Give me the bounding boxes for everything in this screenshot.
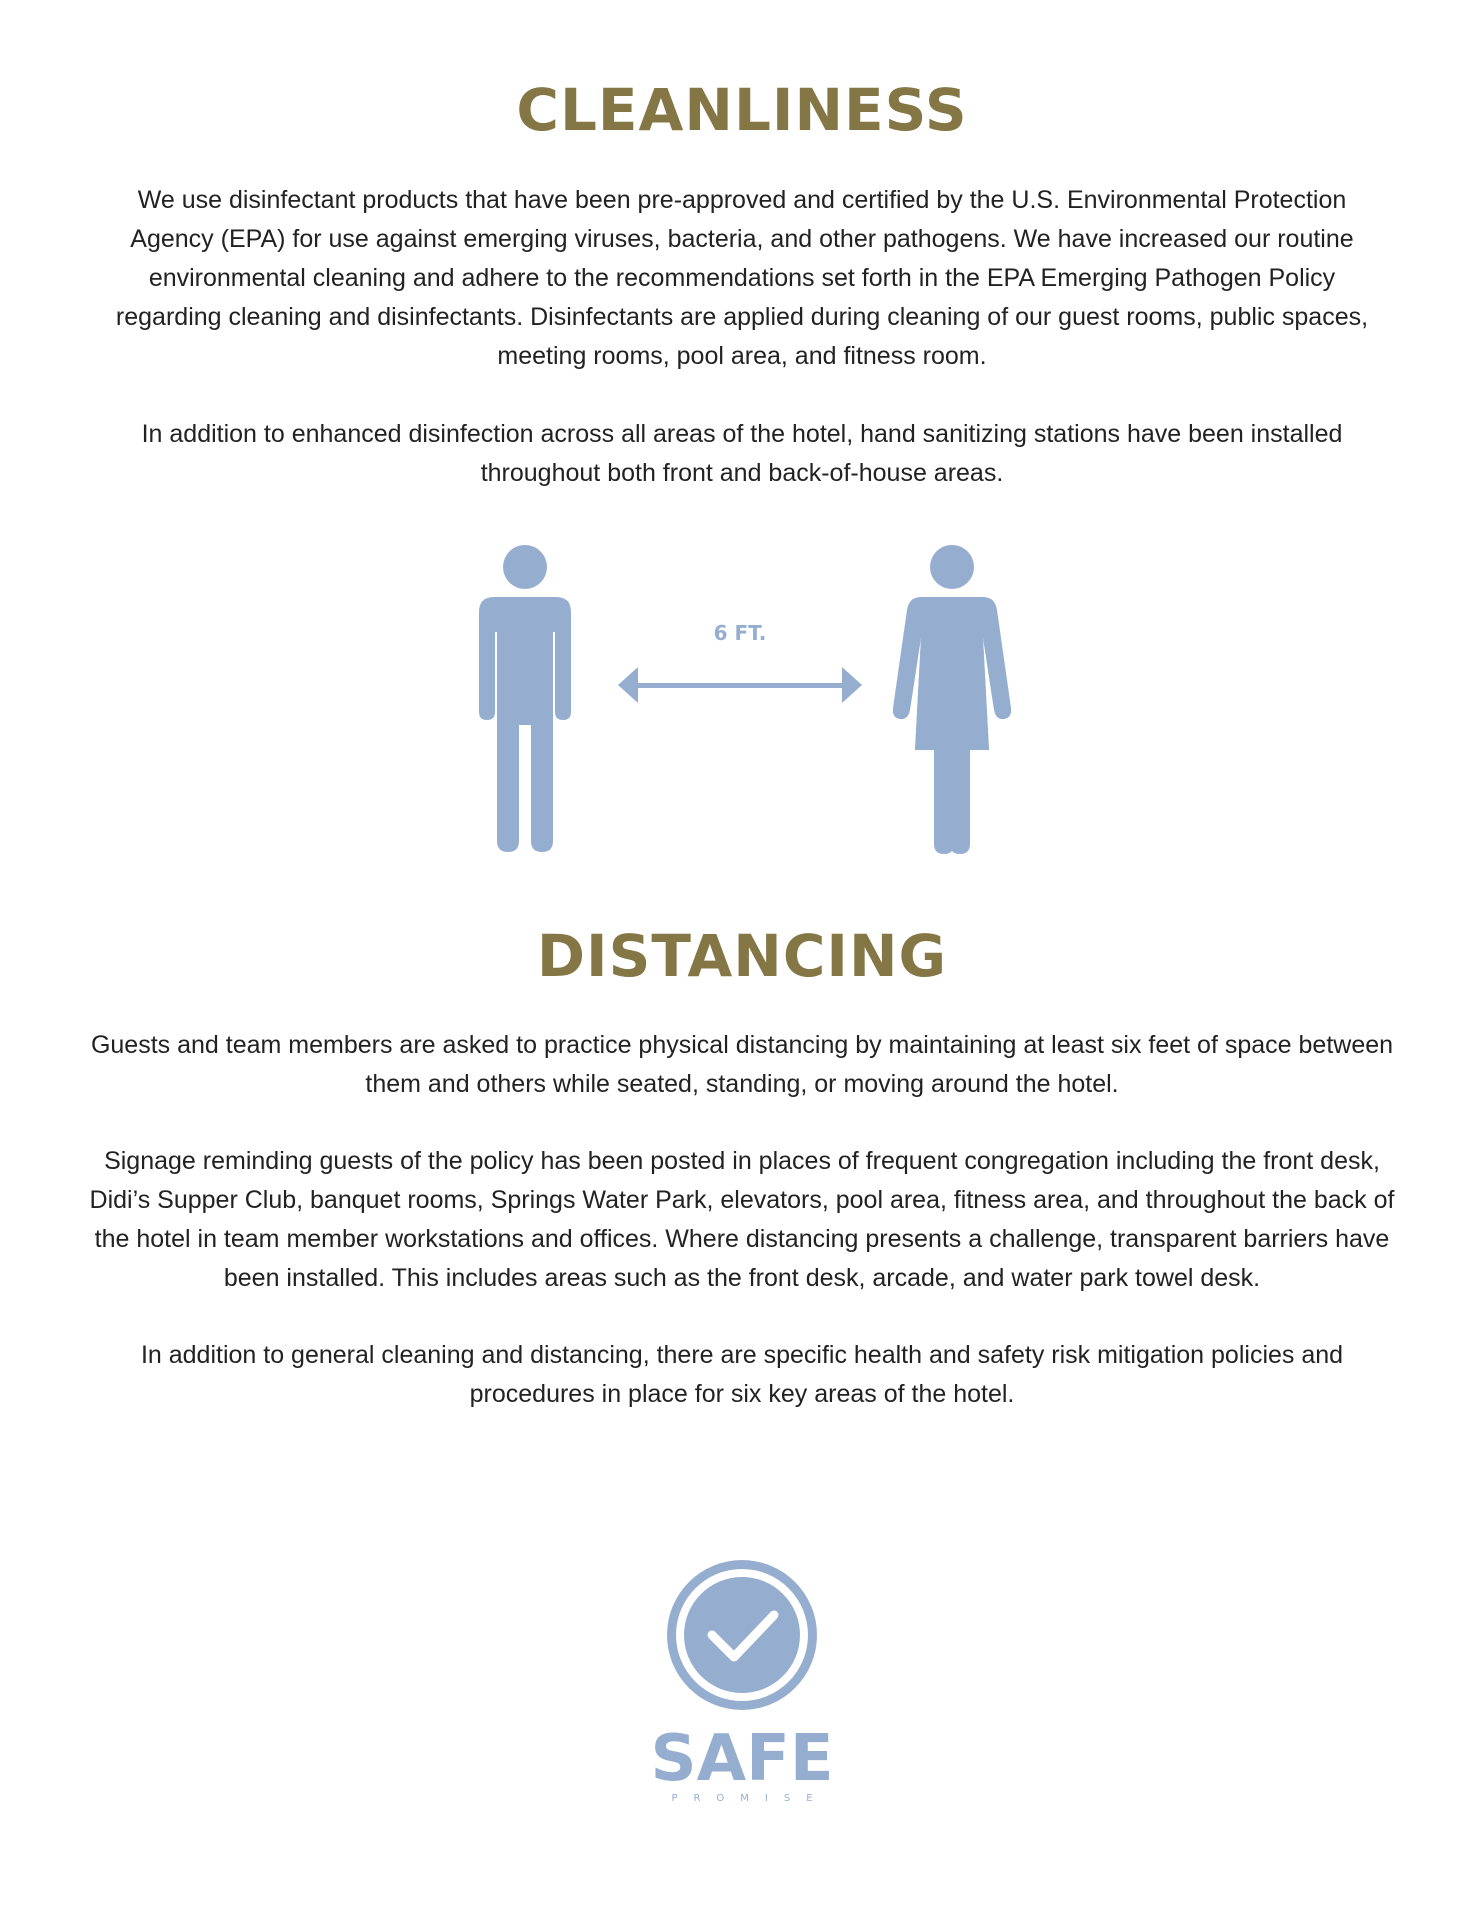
distancing-illustration [455, 540, 1025, 860]
man-icon [479, 545, 571, 852]
distance-label: 6 FT. [713, 621, 767, 645]
logo-subword: PROMISE [671, 1793, 829, 1804]
logo-wordmark: SAFE [650, 1722, 834, 1796]
double-arrow-icon [618, 667, 862, 703]
distancing-heading: DISTANCING [536, 922, 948, 990]
checkmark-circle-icon [667, 1560, 817, 1710]
safe-promise-logo [640, 1553, 844, 1813]
distancing-paragraph-3: In addition to general cleaning and distancing, there are specific health and safety risk mitigation policies and procedures in place for six key areas of the hotel. [140, 1341, 1344, 1408]
cleanliness-paragraph-2: In addition to enhanced disinfection across all areas of the hotel, hand sanitizing stations have been installed throughout both front and back-of-house areas. [141, 420, 1343, 487]
distancing-paragraph-2: Signage reminding guests of the policy has been posted in places of frequent congregation including the front desk, Didi’s Supper Club, banquet rooms, Springs Water Park, elevators, pool area, fitness area, and throughout the back of the hotel in team member workstations and offices. Where distancing presents a challenge, transparent barriers have been installed. This includes areas such as the front desk, arcade, and water park towel desk. [89, 1147, 1395, 1292]
woman-icon [893, 545, 1011, 854]
cleanliness-heading: CLEANLINESS [516, 76, 968, 144]
cleanliness-paragraph-1: We use disinfectant products that have been pre-approved and certified by the U.S. Environmental Protection Agency (EPA) for use against emerging viruses, bacteria, and other pathogens. We have increased our routine environmental cleaning and adhere to the recommendations set forth in the EPA Emerging Pathogen Policy regarding cleaning and disinfectants. Disinfectants are applied during cleaning of our guest rooms, public spaces, meeting rooms, pool area, and fitness room. [115, 186, 1369, 370]
distancing-paragraph-1: Guests and team members are asked to practice physical distancing by maintaining at least six feet of space between them and others while seated, standing, or moving around the hotel. [90, 1031, 1394, 1098]
